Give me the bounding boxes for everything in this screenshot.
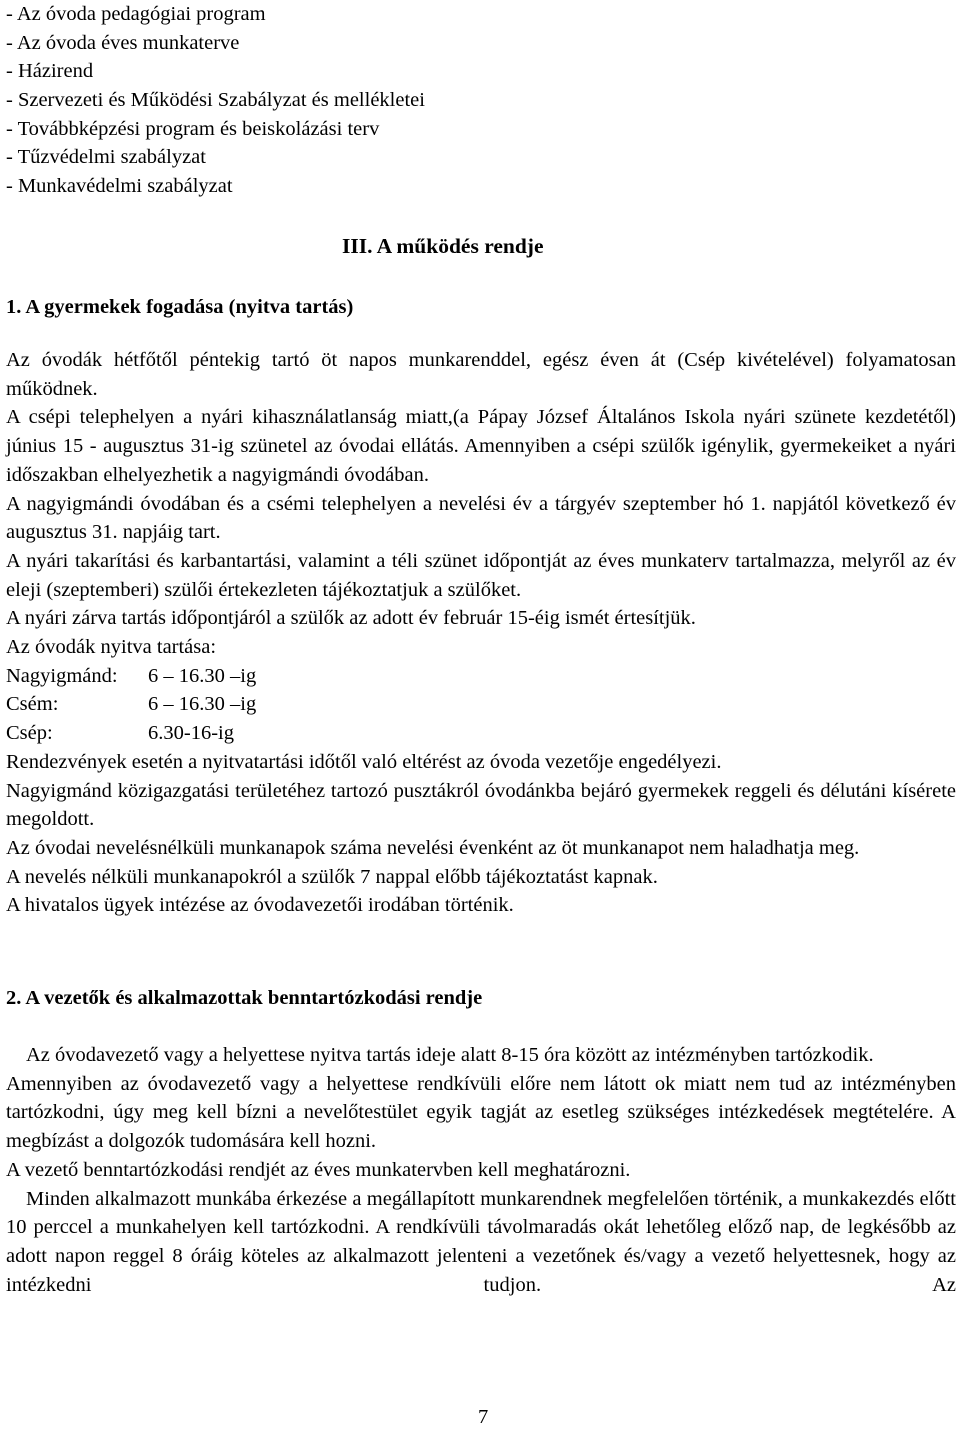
- document-list: [6, 0, 956, 201]
- paragraph: Minden alkalmazott munkába érkezése a megállapított munkarendnek megfelelően történik, a munkakezdés előtt 10 perccel a munkahelyen kell tartózkodni. A rendkívüli távolmaradás okát lehetőleg előző nap, de legkésőbb az adott napon reggel 8 óráig köteles az alkalmazott jelenteni a vezetőnek és/vagy a vezető helyettesnek, hogy az intézkedni tudjon. Az: [6, 1187, 956, 1296]
- paragraph: Az óvodák hétfőtől péntekig tartó öt napos munkarenddel, egész éven át (Csép kivételével) folyamatosan működnek.: [6, 349, 956, 400]
- list-item: - Szervezeti és Működési Szabályzat és mellékletei: [6, 89, 425, 112]
- paragraph: Rendezvények esetén a nyitvatartási időtől való eltérést az óvoda vezetője engedélyezi.: [6, 750, 722, 773]
- section-2-body: [6, 1041, 956, 1299]
- hours-place: Csép:: [6, 722, 53, 745]
- paragraph: A nyári takarítási és karbantartási, valamint a téli szünet időpontját az éves munkaterv tartalmazza, melyről az év eleji (szeptemberi) szülői értekezleten tájékoztatjuk a szülőket.: [6, 549, 956, 601]
- list-item: - Tűzvédelmi szabályzat: [6, 146, 206, 169]
- hours-time: 6.30-16-ig: [148, 722, 234, 745]
- section-1-title: 1. A gyermekek fogadása (nyitva tartás): [6, 296, 354, 318]
- paragraph: Az óvodai nevelésnélküli munkanapok száma nevelési évenként az öt munkanapot nem haladhatja meg.: [6, 836, 860, 859]
- hours-place: Nagyigmánd:: [6, 664, 118, 687]
- paragraph: Az óvodavezető vagy a helyettese nyitva tartás ideje alatt 8-15 óra között az intézményben tartózkodik.: [26, 1044, 874, 1066]
- list-item: - Az óvoda éves munkaterve: [6, 31, 240, 54]
- hours-row: [6, 690, 956, 719]
- document-page: [6, 0, 956, 1428]
- paragraph: A nevelés nélküli munkanapokról a szülők 7 nappal előbb tájékoztatást kapnak.: [6, 865, 658, 888]
- hours-time: 6 – 16.30 –ig: [148, 693, 257, 716]
- page-number: 7: [478, 1406, 489, 1428]
- paragraph: Amennyiben az óvodavezető vagy a helyettese rendkívüli előre nem látott ok miatt nem tud az intézményben tartózkodni, úgy meg kell bízni a nevelőtestület egyik tagját az esetleg szükséges intézkedések megtételére. A megbízást a dolgozók tudomására kell hozni.: [6, 1072, 956, 1153]
- section-1-body: [6, 346, 956, 920]
- paragraph: A nagyigmándi óvodában és a csémi telephelyen a nevelési év a tárgyév szeptember hó 1. napjától következő év augusztus 31. napjáig tart.: [6, 492, 956, 544]
- hours-row: [6, 662, 956, 691]
- paragraph: A vezető benntartózkodási rendjét az éves munkatervben kell meghatározni.: [6, 1158, 631, 1181]
- paragraph: Az óvodák nyitva tartása:: [6, 636, 217, 659]
- list-item: - Továbbképzési program és beiskolázási terv: [6, 117, 380, 140]
- list-item: - Az óvoda pedagógiai program: [6, 3, 266, 25]
- list-item: - Munkavédelmi szabályzat: [6, 175, 233, 198]
- section-2-title: 2. A vezetők és alkalmazottak benntartózkodási rendje: [6, 987, 483, 1009]
- list-item: - Házirend: [6, 60, 94, 83]
- hours-time: 6 – 16.30 –ig: [148, 664, 257, 687]
- paragraph: A nyári zárva tartás időpontjáról a szülők az adott év február 15-éig ismét értesítjük.: [6, 607, 696, 630]
- paragraph: A csépi telephelyen a nyári kihasználatlanság miatt,(a Pápay József Általános Iskola nyári szünete kezdetétől) június 15 - augusztus 31-ig szünetel az óvodai ellátás. Amennyiben a csépi szülők igénylik, gyermekeiket a nyári időszakban elhelyezhetik a nagyigmándi óvodában.: [6, 406, 956, 486]
- paragraph: A hivatalos ügyek intézése az óvodavezetői irodában történik.: [6, 894, 514, 917]
- hours-row: [6, 719, 956, 748]
- hours-place: Csém:: [6, 693, 59, 716]
- chapter-title: III. A működés rendje: [342, 234, 544, 258]
- paragraph: Nagyigmánd közigazgatási területéhez tartozó pusztákról óvodánkba bejáró gyermekek reggeli és délutáni kísérete megoldott.: [6, 779, 956, 831]
